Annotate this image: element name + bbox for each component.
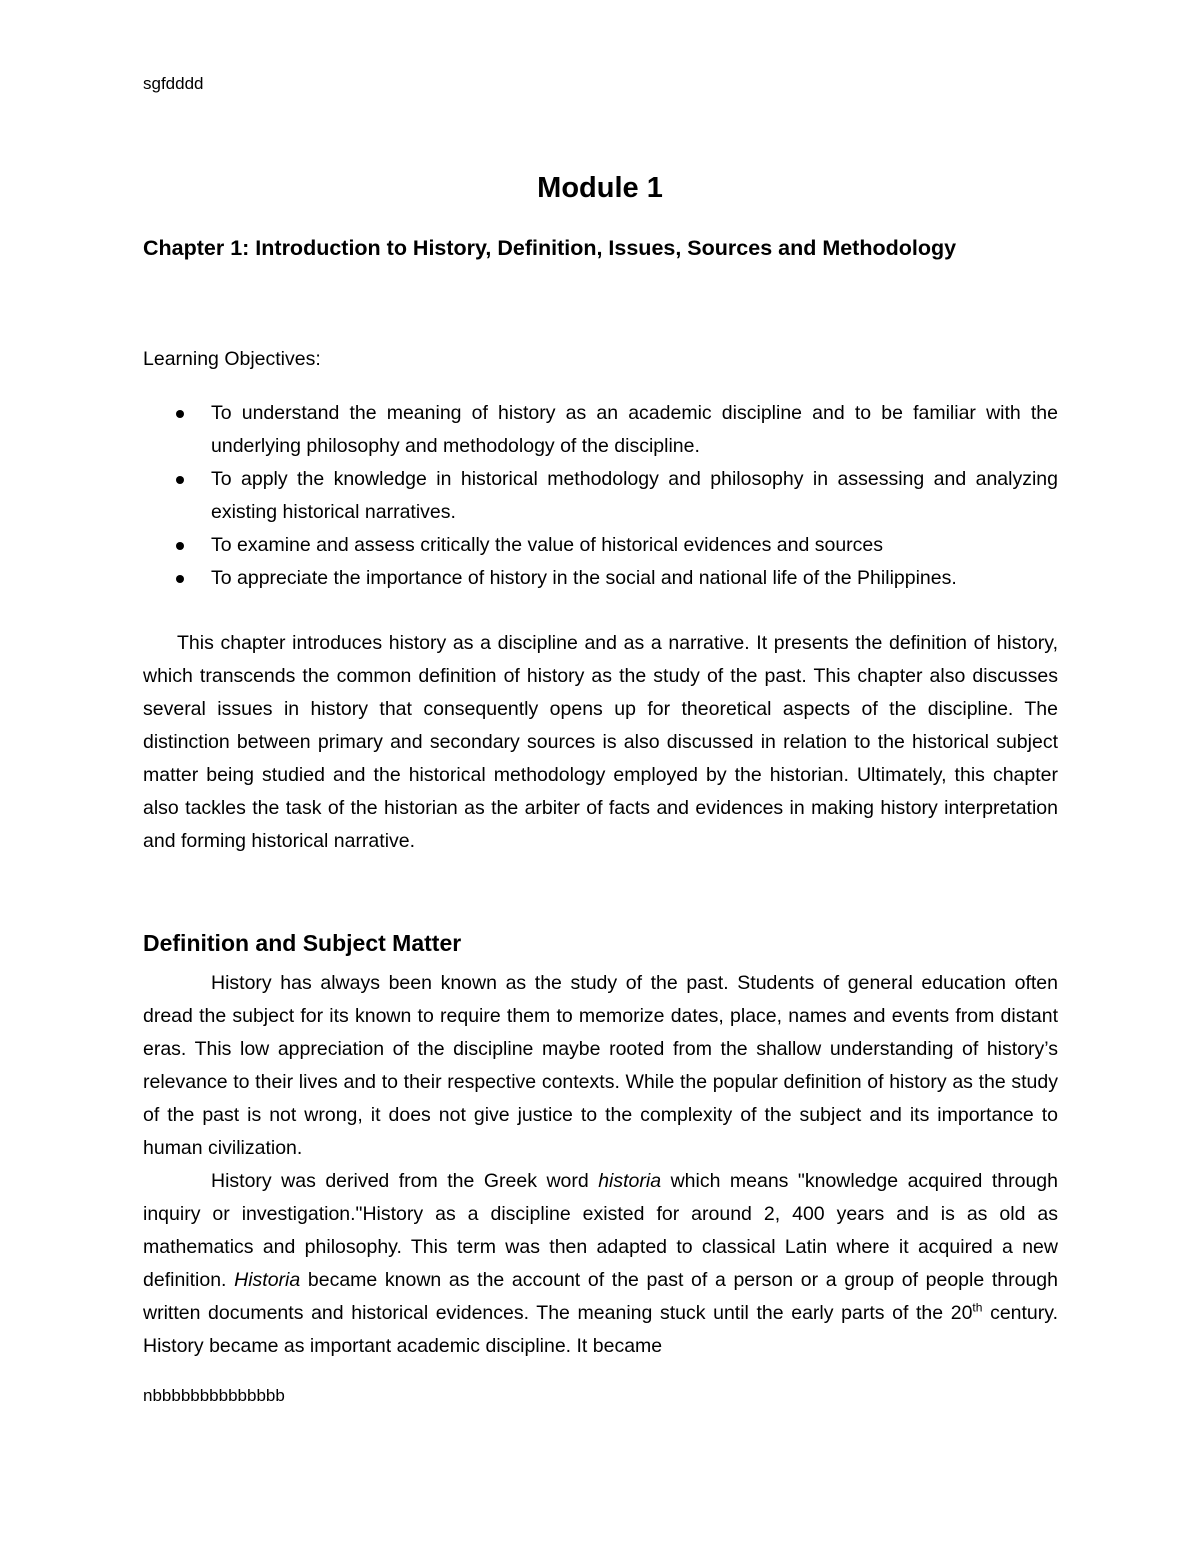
- objective-item: [143, 397, 1058, 463]
- paragraph-text: which means "knowledge acquired through inquiry or investigation."History as a discipline existed for around 2, 400 years and is as old as mathematics and philosophy. This term was then adapted to classical Latin where it acquired a new definition.: [143, 1170, 1058, 1291]
- objective-text: To apply the knowledge in historical methodology and philosophy in assessing and analyzing existing historical narratives.: [211, 468, 1058, 523]
- bullet-icon: [176, 476, 184, 484]
- page-footer: nbbbbbbbbbbbbbb: [143, 1386, 285, 1405]
- objective-text: To examine and assess critically the value of historical evidences and sources: [211, 534, 884, 556]
- objective-item: [143, 463, 1058, 529]
- paragraph-text: became known as the account of the past of a person or a group of people through written documents and historical evidences. The meaning stuck until the early parts of the 20: [143, 1269, 1058, 1324]
- bullet-icon: [176, 542, 184, 550]
- superscript: th: [972, 1300, 983, 1315]
- section-heading: Definition and Subject Matter: [143, 930, 462, 956]
- objective-text: To understand the meaning of history as an academic discipline and to be familiar with the underlying philosophy and methodology of the discipline.: [211, 402, 1058, 457]
- intro-paragraph: This chapter introduces history as a discipline and as a narrative. It presents the definition of history, which transcends the common definition of history as the study of the past. This chapter also discusses several issues in history that consequently opens up for theoretical aspects of the discipline. The distinction between primary and secondary sources is also discussed in relation to the historical subject matter being studied and the historical methodology employed by the historian. Ultimately, this chapter also tackles the task of the historian as the arbiter of facts and evidences in making history interpretation and forming historical narrative.: [143, 632, 1058, 852]
- paragraph-text: century. History became as important academic discipline. It became: [143, 1302, 1058, 1357]
- objective-text: To appreciate the importance of history in the social and national life of the Philippines.: [211, 567, 957, 589]
- objective-item: [143, 529, 1058, 562]
- objective-item: [143, 562, 1058, 595]
- bullet-icon: [176, 575, 184, 583]
- chapter-title: Chapter 1: Introduction to History, Definition, Issues, Sources and Methodology: [143, 236, 957, 260]
- page-header: sgfdddd: [143, 74, 204, 93]
- learning-objectives-heading: Learning Objectives:: [143, 348, 321, 370]
- italic-term: historia: [598, 1170, 662, 1192]
- learning-objectives-list: [143, 397, 1058, 595]
- italic-term: Historia: [234, 1269, 301, 1291]
- paragraph-text: History was derived from the Greek word: [211, 1170, 599, 1192]
- section-paragraph-2: [143, 1165, 1058, 1363]
- module-title: Module 1: [537, 172, 663, 204]
- section-paragraph-1: History has always been known as the study of the past. Students of general education often dread the subject for its known to require them to memorize dates, place, names and events from distant eras. This low appreciation of the discipline maybe rooted from the shallow understanding of history’s relevance to their lives and to their respective contexts. While the popular definition of history as the study of the past is not wrong, it does not give justice to the complexity of the subject and its importance to human civilization.: [143, 972, 1058, 1159]
- bullet-icon: [176, 410, 184, 418]
